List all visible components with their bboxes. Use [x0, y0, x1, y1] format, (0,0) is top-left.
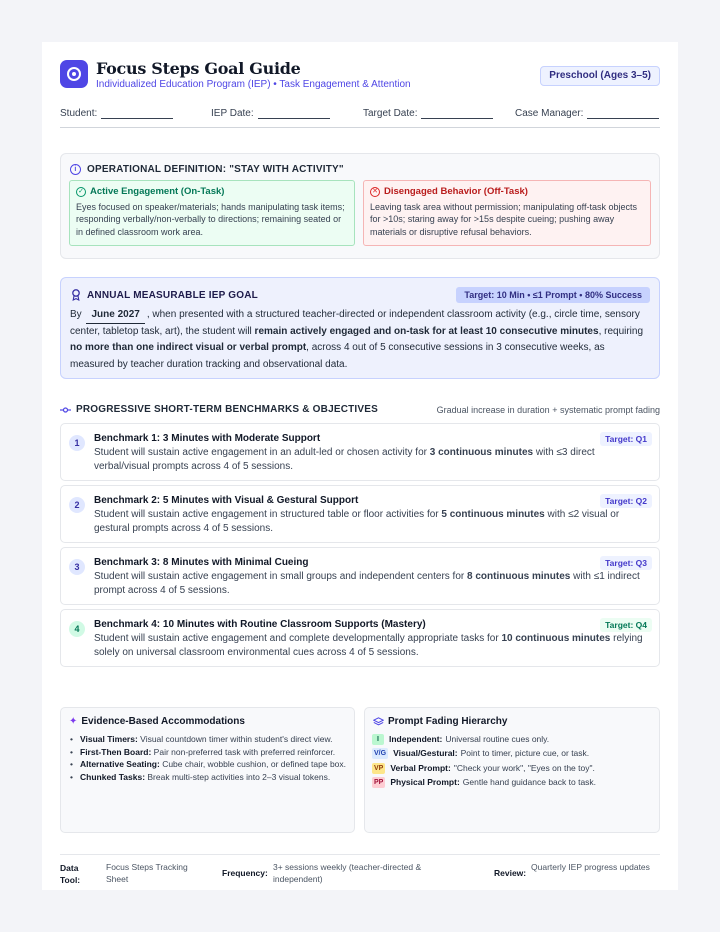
target-date-label: Target Date: [363, 108, 418, 119]
data-tool-label: Data Tool: [60, 863, 81, 885]
benchmark-card [60, 423, 660, 481]
benchmark-target: Target: Q3 [600, 556, 652, 570]
accommodations-heading-text: Evidence-Based Accommodations [81, 716, 245, 727]
benchmark-desc-bold: 10 continuous minutes [501, 633, 611, 644]
benchmark-desc-bold: 3 continuous minutes [429, 447, 534, 458]
steps-icon [60, 406, 71, 414]
benchmark-desc-bold: 8 continuous minutes [467, 571, 571, 582]
accommodation-text: Break multi-step activities into 2–3 visual tokens. [145, 771, 331, 782]
on-task-title [76, 186, 348, 199]
benchmark-target: Target: Q1 [600, 432, 652, 446]
prompt-level-text: Point to timer, picture cue, or task. [460, 748, 590, 759]
prompt-level-label: Physical Prompt: [390, 776, 460, 787]
prompt-level-tag: I [372, 734, 384, 745]
goal-bold-1: remain actively engaged and on-task for at least 10 consecutive minutes [254, 326, 599, 338]
frequency-value: 3+ sessions weekly (teacher-directed & independent) [273, 862, 422, 884]
accommodations-section [60, 707, 355, 833]
review-label: Review: [494, 868, 527, 878]
on-task-title-text: Active Engagement (On-Task) [90, 186, 225, 197]
benchmark-desc-post: with ≤3 direct verbal/visual prompts across 4 of 5 sessions. [94, 447, 595, 473]
list-item [372, 777, 653, 788]
benchmark-target: Target: Q4 [600, 618, 652, 632]
opdef-heading [70, 164, 344, 175]
goal-target-pill: Target: 10 Min • ≤1 Prompt • 80% Success [456, 287, 650, 303]
accommodation-label: Chunked Tasks: [80, 771, 146, 782]
benchmark-card [60, 609, 660, 667]
annual-goal-section [60, 277, 660, 379]
benchmarks-heading-text: PROGRESSIVE SHORT-TERM BENCHMARKS & OBJECTIVES [76, 404, 379, 415]
target-date-field[interactable] [363, 108, 493, 119]
footer [60, 854, 660, 884]
goal-text-3: , across 4 out of 5 consecutive sessions in 3 consecutive weeks, as measured by teacher duration tracking and observational data. [70, 342, 605, 370]
target-logo-icon [60, 60, 88, 88]
student-field[interactable] [60, 108, 173, 119]
iep-date-blank[interactable] [258, 109, 330, 119]
prompt-level-tag: VP [374, 764, 384, 772]
benchmark-title: Benchmark 4: 10 Minutes with Routine Classroom Supports (Mastery) [94, 619, 426, 630]
benchmark-target: Target: Q2 [600, 494, 652, 508]
benchmark-desc-pre: Student will sustain active engagement in structured table or floor activities for [94, 509, 442, 520]
frequency-label: Frequency: [222, 868, 268, 878]
prompt-fading-heading-text: Prompt Fading Hierarchy [388, 716, 508, 727]
benchmark-number: 2 [69, 497, 85, 513]
off-task-title [370, 186, 644, 199]
iep-date-field[interactable] [211, 108, 330, 119]
benchmark-desc-pre: Student will sustain active engagement and complete developmentally appropriate tasks for [94, 633, 502, 644]
goal-guide-page [42, 42, 678, 890]
prompt-level-tag: V/G [374, 750, 387, 758]
off-task-title-text: Disengaged Behavior (Off-Task) [384, 186, 528, 197]
student-info-fields [60, 106, 660, 128]
iep-date-label: IEP Date: [211, 108, 254, 119]
prompt-level-tag: PP [374, 778, 384, 786]
list-item [70, 747, 346, 758]
benchmark-card [60, 547, 660, 605]
prompt-level-label: Independent: [389, 734, 443, 744]
list-item [70, 772, 346, 783]
accommodation-label: Alternative Seating: [80, 759, 160, 769]
benchmark-card [60, 485, 660, 543]
benchmark-title: Benchmark 3: 8 Minutes with Minimal Cueing [94, 557, 309, 568]
benchmark-desc-post: with ≤2 visual or gestural prompts across 4 of 5 sessions. [94, 509, 620, 535]
benchmark-desc-bold: 5 continuous minutes [441, 509, 545, 520]
header [60, 60, 660, 102]
goal-date[interactable]: June 2027 [86, 307, 144, 324]
list-item [70, 759, 346, 770]
case-manager-field[interactable] [515, 108, 659, 119]
on-task-text: Eyes focused on speaker/materials; hands manipulating task items; responding verbally/non-verbally to directions; remaining seated or in defined classroom work area. [76, 201, 345, 237]
accommodations-list [70, 734, 346, 784]
benchmark-description [94, 632, 651, 661]
benchmark-number: 1 [69, 435, 85, 451]
sparkle-icon: ✦ [69, 716, 78, 727]
benchmark-description [94, 508, 651, 537]
page-subtitle: Individualized Education Program (IEP) • Task Engagement & Attention [96, 79, 411, 90]
prompt-level-text: "Check your work", "Eyes on the toy". [453, 762, 595, 773]
goal-text-1: , when presented with a structured teacher-directed or independent classroom activity (e.g., circle time, sensory center, tabletop task, art), the student will [70, 309, 640, 338]
prompt-fading-section [364, 707, 660, 833]
benchmark-description [94, 570, 651, 599]
page-title: Focus Steps Goal Guide [96, 59, 301, 78]
benchmarks-note: Gradual increase in duration + systematic prompt fading [436, 405, 660, 415]
goal-heading-text: ANNUAL MEASURABLE IEP GOAL [87, 289, 258, 301]
x-circle-icon: ✕ [370, 187, 380, 197]
benchmark-description [94, 446, 651, 475]
benchmark-number: 4 [69, 621, 85, 637]
check-circle-icon: ✓ [76, 187, 86, 197]
benchmark-desc-pre: Student will sustain active engagement in small groups and independent centers for [94, 571, 468, 582]
benchmark-title: Benchmark 2: 5 Minutes with Visual & Gestural Support [94, 495, 359, 506]
benchmarks-heading [60, 404, 378, 415]
age-badge: Preschool (Ages 3–5) [540, 66, 660, 86]
prompt-level-text: Universal routine cues only. [445, 734, 550, 744]
goal-by: By [70, 309, 82, 320]
list-item [372, 734, 653, 745]
benchmark-title: Benchmark 1: 3 Minutes with Moderate Support [94, 433, 321, 444]
target-date-blank[interactable] [421, 109, 493, 119]
goal-statement [70, 307, 650, 373]
accommodation-label: Visual Timers: [80, 734, 138, 744]
operational-definition-section [60, 153, 660, 259]
accommodation-text: Visual countdown timer within student's direct view. [137, 734, 333, 744]
student-blank[interactable] [101, 109, 173, 119]
off-task-card [363, 180, 651, 246]
prompt-fading-heading [373, 716, 507, 727]
layers-icon [373, 717, 384, 727]
prompt-fading-list [372, 734, 653, 791]
on-task-card [69, 180, 355, 246]
benchmarks-header [60, 404, 660, 418]
list-item [372, 763, 653, 774]
off-task-text: Leaving task area without permission; manipulating off-task objects for >10s; staring away for >15s despite cueing; pushing away materials or disruptive refusal behaviors. [370, 201, 637, 237]
prompt-level-label: Verbal Prompt: [390, 762, 451, 773]
prompt-level-text: Gentle hand guidance back to task. [462, 776, 597, 787]
list-item [372, 748, 653, 759]
accommodation-text: Cube chair, wobble cushion, or defined tape box. [159, 759, 347, 769]
case-manager-blank[interactable] [587, 109, 659, 119]
opdef-heading-text: OPERATIONAL DEFINITION: "STAY WITH ACTIVITY" [87, 164, 344, 175]
data-tool-value: Focus Steps Tracking Sheet [106, 862, 188, 884]
benchmark-desc-post: with ≤1 indirect prompt across 4 of 5 sessions. [94, 571, 640, 597]
benchmark-number: 3 [69, 559, 85, 575]
accommodations-heading [69, 716, 245, 727]
benchmark-desc-post: relying solely on universal classroom environmental cues across 4 of 5 sessions. [94, 633, 643, 659]
benchmark-desc-pre: Student will sustain active engagement in an adult-led or chosen activity for [94, 447, 430, 458]
prompt-level-label: Visual/Gestural: [393, 748, 458, 759]
goal-heading [71, 289, 258, 301]
list-item [70, 734, 346, 745]
accommodation-label: First-Then Board: [80, 746, 152, 757]
case-manager-label: Case Manager: [515, 108, 584, 119]
student-label: Student: [60, 108, 98, 119]
info-icon: i [70, 164, 81, 175]
award-icon [71, 289, 81, 301]
goal-bold-2: no more than one indirect visual or verbal prompt [70, 342, 307, 354]
goal-text-2: , requiring [598, 326, 644, 338]
review-value: Quarterly IEP progress updates [531, 862, 650, 872]
accommodation-text: Pair non-preferred task with preferred reinforcer. [151, 746, 336, 757]
page-content [60, 59, 660, 885]
